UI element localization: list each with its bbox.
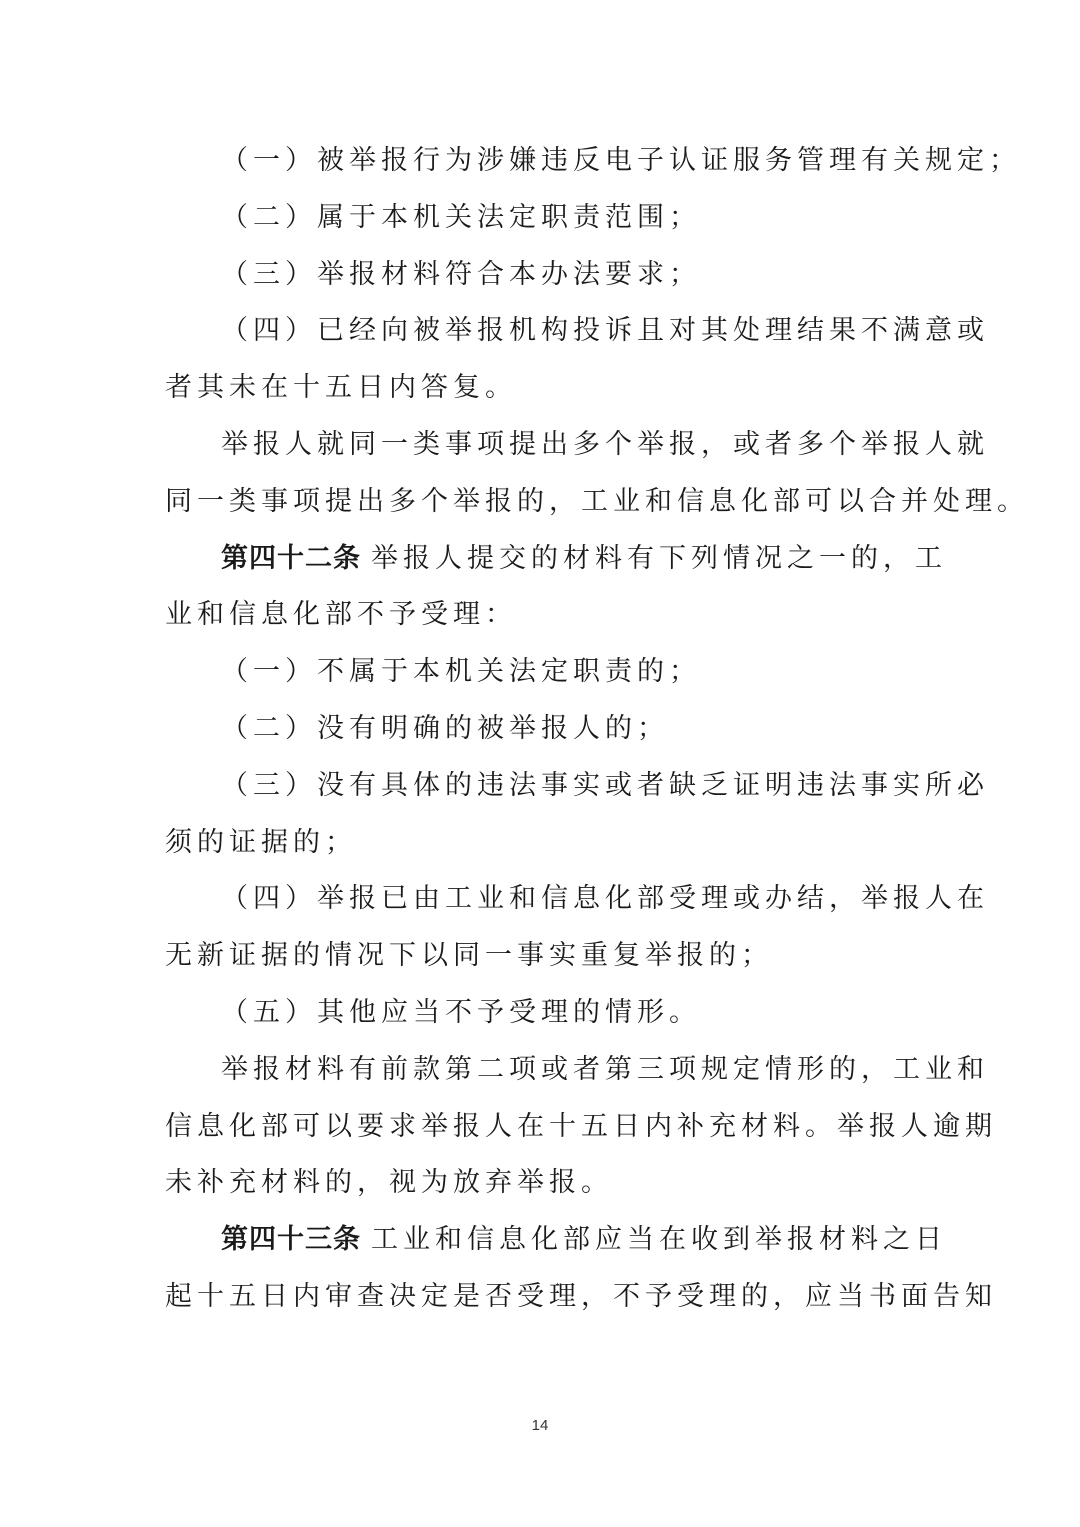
paragraph-line: （四）已经向被举报机构投诉且对其处理结果不满意或	[221, 315, 989, 347]
paragraph-line: 须的证据的；	[165, 826, 357, 858]
paragraph-line: （二）没有明确的被举报人的；	[221, 712, 669, 744]
article-43-title: 第四十三条	[221, 1224, 361, 1256]
article-heading-line: 第四十三条 工业和信息化部应当在收到举报材料之日	[221, 1224, 947, 1256]
article-heading-line: 第四十二条 举报人提交的材料有下列情况之一的，工	[221, 542, 947, 574]
paragraph-line: 者其未在十五日内答复。	[165, 372, 517, 404]
paragraph-line: （二）属于本机关法定职责范围；	[221, 201, 701, 233]
paragraph-line: 业和信息化部不予受理：	[165, 599, 517, 631]
document-body	[165, 133, 1029, 1326]
paragraph-line: 同一类事项提出多个举报的，工业和信息化部可以合并处理。	[165, 485, 1029, 517]
paragraph-line: 起十五日内审查决定是否受理，不予受理的，应当书面告知	[165, 1280, 997, 1312]
article-42-title: 第四十二条	[221, 542, 361, 574]
paragraph-line: （四）举报已由工业和信息化部受理或办结，举报人在	[221, 883, 989, 915]
paragraph-line: （三）举报材料符合本办法要求；	[221, 258, 701, 290]
page-number: 14	[531, 1417, 549, 1434]
paragraph-line: 举报材料有前款第二项或者第三项规定情形的，工业和	[221, 1053, 989, 1085]
paragraph-line: （一）不属于本机关法定职责的；	[221, 656, 701, 688]
paragraph-line: 无新证据的情况下以同一事实重复举报的；	[165, 940, 773, 972]
paragraph-line: （三）没有具体的违法事实或者缺乏证明违法事实所必	[221, 769, 989, 801]
paragraph-line: 信息化部可以要求举报人在十五日内补充材料。举报人逾期	[165, 1110, 997, 1142]
paragraph-line: 举报人就同一类事项提出多个举报，或者多个举报人就	[221, 428, 989, 460]
paragraph-line: 未补充材料的，视为放弃举报。	[165, 1167, 613, 1199]
paragraph-line: （一）被举报行为涉嫌违反电子认证服务管理有关规定；	[221, 145, 1021, 176]
paragraph-line: （五）其他应当不予受理的情形。	[221, 996, 701, 1028]
